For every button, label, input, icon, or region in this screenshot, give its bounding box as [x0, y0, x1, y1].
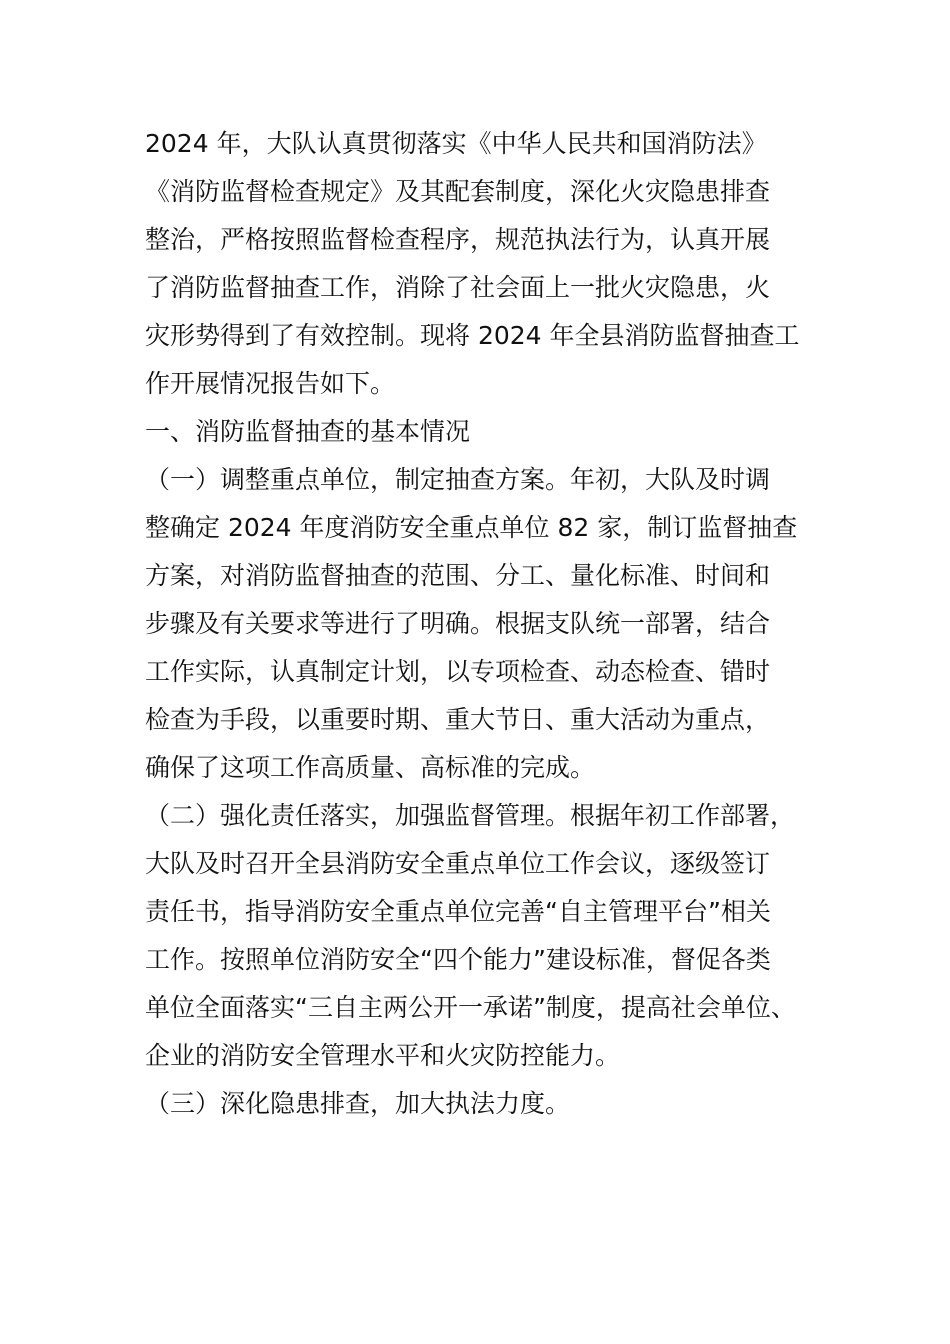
text-line: 企业的消防安全管理水平和火灾防控能力。: [145, 1041, 621, 1070]
text-line: 单位全面落实“三自主两公开一承诺”制度，提高社会单位、: [145, 993, 796, 1022]
text-line: 工作。按照单位消防安全“四个能力”建设标准，督促各类: [145, 945, 771, 974]
text-line: 灾形势得到了有效控制。现将 2024 年全县消防监督抽查工: [145, 321, 800, 350]
subsection-2-paragraph: [145, 792, 835, 1080]
text-line: 方案，对消防监督抽查的范围、分工、量化标准、时间和: [145, 561, 771, 590]
text-line: 步骤及有关要求等进行了明确。根据支队统一部署，结合: [145, 609, 771, 638]
text-line: 整治，严格按照监督检查程序，规范执法行为，认真开展: [145, 225, 771, 254]
text-line: 大队及时召开全县消防安全重点单位工作会议，逐级签订: [145, 849, 771, 878]
text-line: 整确定 2024 年度消防安全重点单位 82 家，制订监督抽查: [145, 513, 798, 542]
subsection-1-paragraph: [145, 456, 835, 792]
text-line: 《消防监督检查规定》及其配套制度，深化火灾隐患排查: [145, 177, 771, 206]
document-body: [145, 120, 835, 1128]
text-line: 工作实际，认真制定计划，以专项检查、动态检查、错时: [145, 657, 771, 686]
text-line: 检查为手段，以重要时期、重大节日、重大活动为重点，: [145, 705, 771, 734]
text-line: 了消防监督抽查工作，消除了社会面上一批火灾隐患，火: [145, 273, 771, 302]
text-line: （二）强化责任落实，加强监督管理。根据年初工作部署，: [145, 801, 796, 830]
text-line: 作开展情况报告如下。: [145, 369, 396, 398]
subsection-3-heading: （三）深化隐患排查，加大执法力度。: [145, 1089, 571, 1118]
text-line: （一）调整重点单位，制定抽查方案。年初，大队及时调: [145, 465, 771, 494]
text-line: 2024 年，大队认真贯彻落实《中华人民共和国消防法》: [145, 129, 767, 158]
text-line: 确保了这项工作高质量、高标准的完成。: [145, 753, 596, 782]
section-heading: 一、消防监督抽查的基本情况: [145, 417, 471, 446]
intro-paragraph: [145, 120, 835, 408]
text-line: 责任书，指导消防安全重点单位完善“自主管理平台”相关: [145, 897, 771, 926]
